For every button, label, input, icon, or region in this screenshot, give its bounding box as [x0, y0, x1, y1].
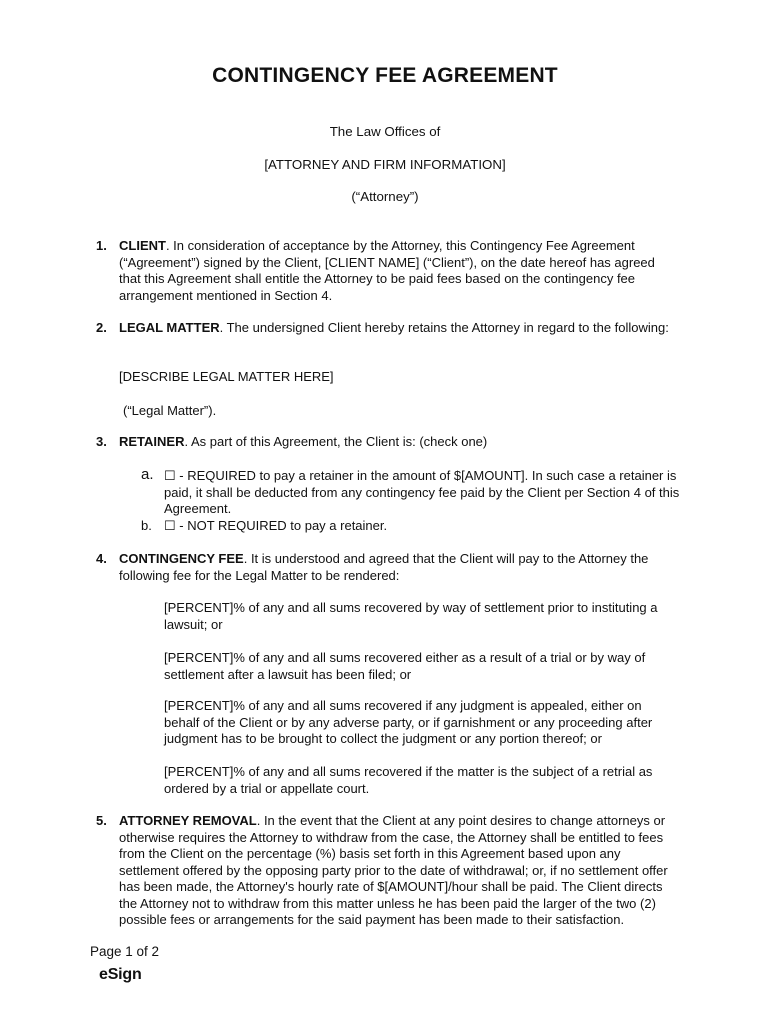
section-number: 3.: [96, 434, 107, 449]
header-line-attorney-term: (“Attorney”): [351, 189, 419, 204]
section-heading: RETAINER: [119, 434, 185, 449]
section-text: . In consideration of acceptance by the Attorney, this Contingency Fee Agreement (“Agreement”) signed by the Client, [CLIENT NAME] (“Client”), on the date hereof has agreed that this Agreement shall entitle the Attorney to be paid fees based on the contingency fee arrangement mentioned in Section 4.: [119, 238, 655, 303]
section-text: . In the event that the Client at any point desires to change attorneys or otherwise requires the Attorney to withdraw from the case, the Attorney shall be entitled to fees from the Client on the percentage (%) basis set forth in this Agreement based upon any settlement offered by the opposing party prior to the date of withdrawal; or, if no settlement offer has been made, the Attorney's hourly rate of $[AMOUNT]/hour shall be paid. The Client directs the Attorney not to withdraw from this matter unless he has been paid the larger of the two (2) possible fees or arrangements for the said payment has been made to their satisfaction.: [119, 813, 668, 927]
section-number: 4.: [96, 551, 107, 566]
retainer-option-required: [141, 468, 681, 518]
esign-logo: eSign: [99, 966, 142, 983]
checkbox-icon[interactable]: ☐: [164, 518, 176, 533]
fee-item: [PERCENT]% of any and all sums recovered if the matter is the subject of a retrial as ordered by a trial or appellate court.: [164, 764, 653, 796]
section-number: 2.: [96, 320, 107, 335]
section-text: . It is understood and agreed that the Client will pay to the Attorney the following fee for the Legal Matter to be rendered:: [119, 551, 649, 583]
section-text: . As part of this Agreement, the Client is: (check one): [184, 434, 488, 449]
page-number: Page 1 of 2: [90, 944, 160, 959]
fee-item: [PERCENT]% of any and all sums recovered if any judgment is appealed, either on behalf of the Client or by any adverse party, or if garnishment or any proceeding after judgment has to be brought to collect the judgment or any portion thereof; or: [164, 698, 653, 746]
fee-item: [PERCENT]% of any and all sums recovered by way of settlement prior to instituting a lawsuit; or: [164, 600, 658, 632]
section-number: 1.: [96, 238, 107, 253]
document-title: CONTINGENCY FEE AGREEMENT: [212, 64, 558, 87]
section-number: 5.: [96, 813, 107, 828]
section-heading: ATTORNEY REMOVAL: [119, 813, 257, 828]
option-text: - REQUIRED to pay a retainer in the amount of $[AMOUNT]. In such case a retainer is paid, it shall be deducted from any contingency fee paid by the Client per Section 4 of this Agreement.: [164, 468, 680, 516]
section-contingency-fee: [96, 551, 680, 584]
section-heading: CLIENT: [119, 238, 166, 253]
section-legal-matter: [96, 320, 680, 337]
section-retainer: [96, 434, 680, 451]
section-heading: LEGAL MATTER: [119, 320, 220, 335]
legal-matter-placeholder: [DESCRIBE LEGAL MATTER HERE]: [119, 369, 334, 384]
checkbox-icon[interactable]: ☐: [164, 468, 176, 483]
header-line-law-offices: The Law Offices of: [329, 124, 441, 139]
section-client: [96, 238, 680, 304]
fee-item: [PERCENT]% of any and all sums recovered either as a result of a trial or by way of settlement after a lawsuit has been filed; or: [164, 650, 646, 682]
option-letter: a.: [141, 466, 154, 483]
option-text: - NOT REQUIRED to pay a retainer.: [179, 518, 388, 533]
section-text: . The undersigned Client hereby retains the Attorney in regard to the following:: [219, 320, 669, 335]
section-heading: CONTINGENCY FEE: [119, 551, 244, 566]
option-letter: b.: [141, 518, 152, 533]
retainer-option-not-required: [141, 518, 681, 535]
legal-matter-defined-term: (“Legal Matter”).: [123, 403, 217, 418]
section-attorney-removal: [96, 813, 680, 929]
header-line-attorney-info: [ATTORNEY AND FIRM INFORMATION]: [264, 157, 506, 172]
